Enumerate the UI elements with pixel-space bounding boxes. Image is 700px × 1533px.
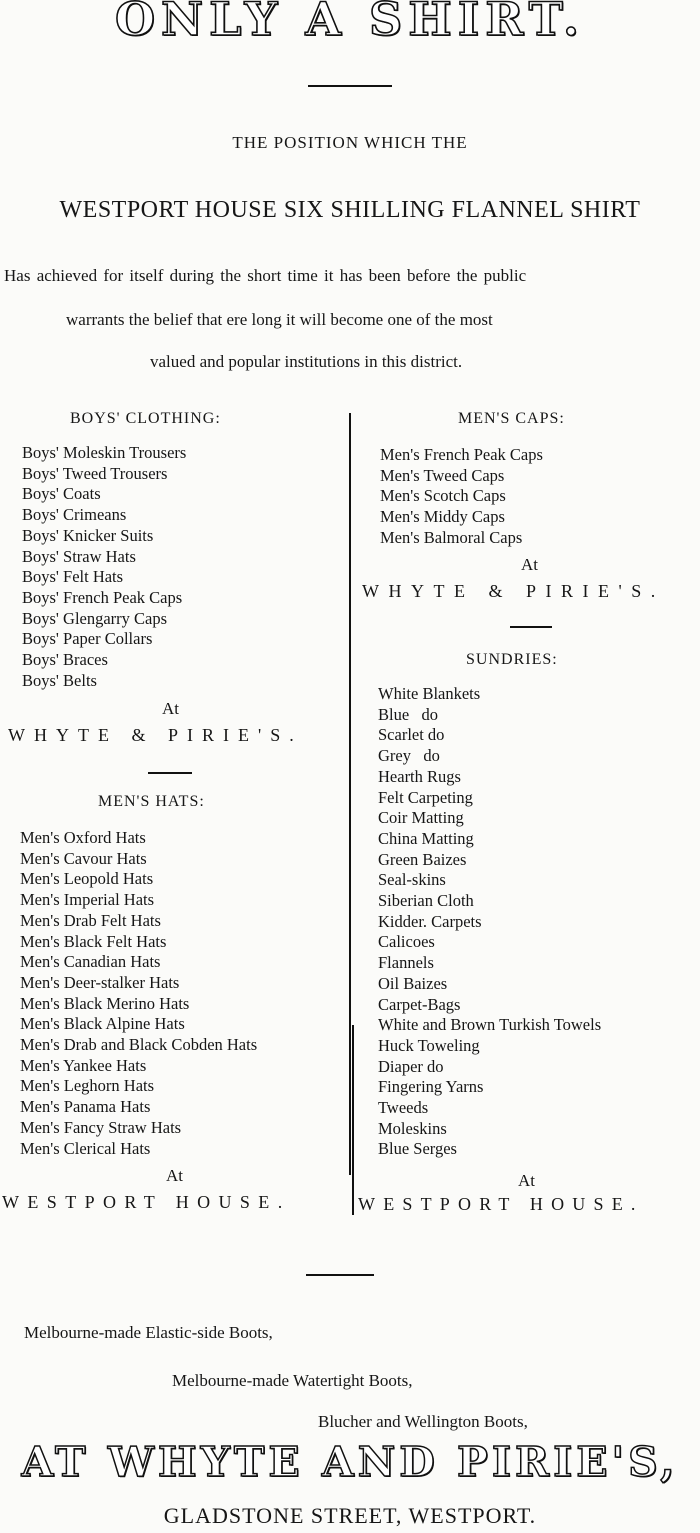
list-item: Seal-skins (378, 870, 446, 890)
seller-whyte-pirie: WHYTE & PIRIE'S. (8, 725, 303, 745)
list-item: Boys' Belts (22, 670, 97, 690)
list-item: Men's Imperial Hats (20, 890, 155, 910)
list-item: Boys' Moleskin Trousers (22, 443, 187, 462)
divider-bottom (306, 1274, 374, 1276)
divider-top (308, 85, 392, 87)
list-item: Green Baizes (378, 849, 467, 869)
list-item: Men's Black Felt Hats (20, 931, 167, 951)
divider-left-1 (148, 772, 192, 774)
intro-line-2: WESTPORT HOUSE SIX SHILLING FLANNEL SHIRT (59, 197, 641, 223)
seller-westport-house: WESTPORT HOUSE. (358, 1194, 644, 1214)
list-item: Boys' Glengarry Caps (22, 608, 168, 628)
headline: ONLY A SHIRT. (114, 0, 585, 46)
list-item: Men's Canadian Hats (20, 952, 161, 972)
list-item: Men's Deer-stalker Hats (20, 972, 180, 992)
list-item: Boys' Knicker Suits (22, 525, 154, 545)
list-item: Men's Drab Felt Hats (20, 910, 161, 930)
list-item: Boys' Braces (22, 650, 108, 670)
list-item: Huck Toweling (378, 1035, 480, 1055)
list-item: Men's Tweed Caps (380, 465, 505, 485)
list-item: Tweeds (378, 1098, 429, 1118)
list-item: White and Brown Turkish Towels (378, 1015, 602, 1035)
boots-line-3: Blucher and Wellington Boots, (318, 1412, 528, 1431)
list-item: Scarlet do (378, 725, 445, 745)
list-item: Carpet-Bags (378, 994, 461, 1014)
list-item: Hearth Rugs (378, 766, 461, 786)
list-item: Men's French Peak Caps (380, 445, 543, 464)
sundries-heading: SUNDRIES: (466, 651, 558, 668)
seller-westport-house: WESTPORT HOUSE. (2, 1192, 291, 1212)
list-item: Men's Leopold Hats (20, 869, 154, 889)
at-label: At (166, 1166, 183, 1185)
list-item: Flannels (378, 953, 434, 973)
list-item: Boys' French Peak Caps (22, 587, 183, 607)
list-item: Kidder. Carpets (378, 911, 482, 931)
column-divider-upper (349, 413, 351, 1175)
list-item: White Blankets (378, 684, 481, 703)
intro-line-1: THE POSITION WHICH THE (232, 133, 468, 152)
footer-address: GLADSTONE STREET, WESTPORT. (163, 1503, 537, 1528)
intro-line-5: valued and popular institutions in this district. (150, 352, 463, 371)
list-item: Men's Middy Caps (380, 507, 505, 527)
list-item: Siberian Cloth (378, 891, 474, 911)
divider-right-1 (510, 626, 552, 628)
list-item: Diaper do (378, 1056, 444, 1076)
mens-hats-heading: MEN'S HATS: (98, 793, 205, 810)
at-label: At (162, 699, 179, 718)
list-item: Boys' Tweed Trousers (22, 463, 168, 483)
boots-line-2: Melbourne-made Watertight Boots, (172, 1371, 413, 1390)
list-item: Men's Fancy Straw Hats (20, 1117, 182, 1137)
sundries-list (378, 684, 601, 1160)
list-item: Boys' Straw Hats (22, 546, 136, 566)
column-divider-lower (352, 1025, 354, 1215)
list-item: Men's Oxford Hats (20, 828, 146, 847)
intro-line-4: warrants the belief that ere long it will become one of the most (66, 310, 493, 329)
list-item: Grey do (378, 746, 440, 766)
list-item: Men's Panama Hats (20, 1097, 151, 1117)
list-item: Calicoes (378, 932, 435, 952)
boys-clothing-list (22, 443, 186, 691)
list-item: Felt Carpeting (378, 787, 473, 807)
list-item: Boys' Paper Collars (22, 629, 153, 649)
list-item: Men's Drab and Black Cobden Hats (20, 1035, 258, 1055)
list-item: Men's Yankee Hats (20, 1055, 147, 1075)
mens-caps-heading: MEN'S CAPS: (458, 410, 565, 427)
list-item: Men's Clerical Hats (20, 1138, 151, 1158)
boys-clothing-heading: BOYS' CLOTHING: (70, 410, 221, 427)
list-item: Men's Scotch Caps (380, 486, 506, 506)
list-item: Boys' Felt Hats (22, 567, 124, 587)
list-item: Blue Serges (378, 1139, 457, 1159)
list-item: Coir Matting (378, 808, 464, 828)
list-item: Men's Black Merino Hats (20, 993, 190, 1013)
list-item: Oil Baizes (378, 973, 448, 993)
at-label: At (521, 555, 538, 574)
list-item: China Matting (378, 828, 474, 848)
list-item: Moleskins (378, 1118, 447, 1138)
list-item: Boys' Coats (22, 484, 101, 504)
mens-hats-list (20, 828, 257, 1159)
list-item: Boys' Crimeans (22, 505, 127, 525)
seller-whyte-pirie: WHYTE & PIRIE'S. (362, 581, 665, 601)
list-item: Fingering Yarns (378, 1077, 484, 1097)
boots-line-1: Melbourne-made Elastic-side Boots, (24, 1323, 273, 1342)
list-item: Blue do (378, 704, 439, 724)
at-label: At (518, 1171, 535, 1190)
list-item: Men's Leghorn Hats (20, 1076, 155, 1096)
list-item: Men's Balmoral Caps (380, 527, 523, 547)
list-item: Men's Cavour Hats (20, 848, 147, 868)
footer-title: AT WHYTE AND PIRIE'S, (21, 1438, 679, 1486)
intro-line-3: Has achieved for itself during the short time it has been before the public (4, 266, 527, 285)
list-item: Men's Black Alpine Hats (20, 1014, 185, 1034)
mens-caps-list (380, 445, 543, 549)
